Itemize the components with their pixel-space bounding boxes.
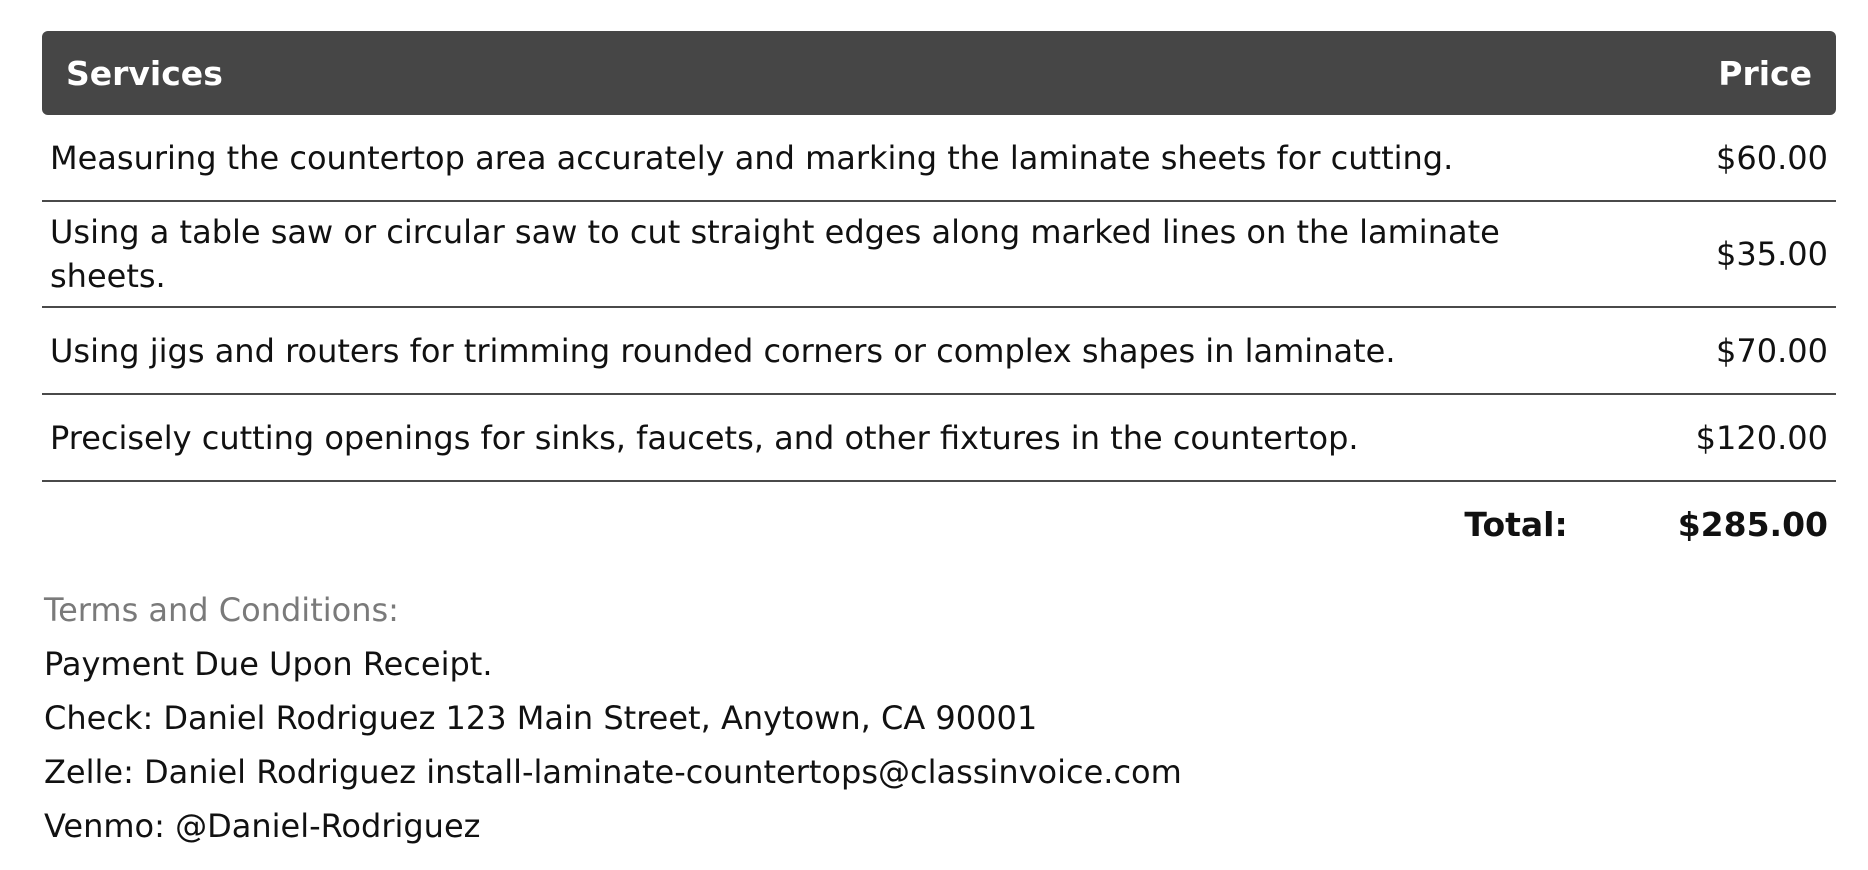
price-column-header: Price: [1718, 53, 1812, 93]
service-rows: [42, 115, 1836, 482]
service-price: $70.00: [1716, 331, 1828, 370]
service-price: $60.00: [1716, 138, 1828, 177]
terms-line-check: Check: Daniel Rodriguez 123 Main Street, Anytown, CA 90001: [44, 699, 1038, 737]
total-value: $285.00: [1677, 505, 1828, 544]
table-row: [42, 395, 1836, 482]
service-price: $35.00: [1716, 235, 1828, 273]
terms-line-payment-due: Payment Due Upon Receipt.: [44, 645, 493, 683]
terms-section: [42, 583, 1836, 853]
terms-title: Terms and Conditions:: [44, 591, 399, 629]
table-row: [42, 202, 1836, 308]
service-description: Measuring the countertop area accurately and marking the laminate sheets for cutting.: [50, 138, 1454, 177]
service-description: Precisely cutting openings for sinks, faucets, and other fixtures in the countertop.: [50, 418, 1359, 457]
total-row: [42, 482, 1836, 567]
table-row: [42, 115, 1836, 202]
service-description: Using jigs and routers for trimming rounded corners or complex shapes in laminate.: [50, 331, 1396, 370]
terms-line-zelle: Zelle: Daniel Rodriguez install-laminate-countertops@classinvoice.com: [44, 753, 1182, 791]
service-price: $120.00: [1695, 418, 1828, 457]
terms-line-venmo: Venmo: @Daniel-Rodriguez: [44, 807, 481, 845]
total-label: Total:: [1464, 505, 1568, 544]
service-description: Using a table saw or circular saw to cut straight edges along marked lines on the laminate sheets.: [50, 213, 1500, 295]
services-column-header: Services: [66, 53, 223, 93]
table-row: [42, 308, 1836, 395]
invoice-services-table: [42, 31, 1836, 853]
table-header: [42, 31, 1836, 115]
